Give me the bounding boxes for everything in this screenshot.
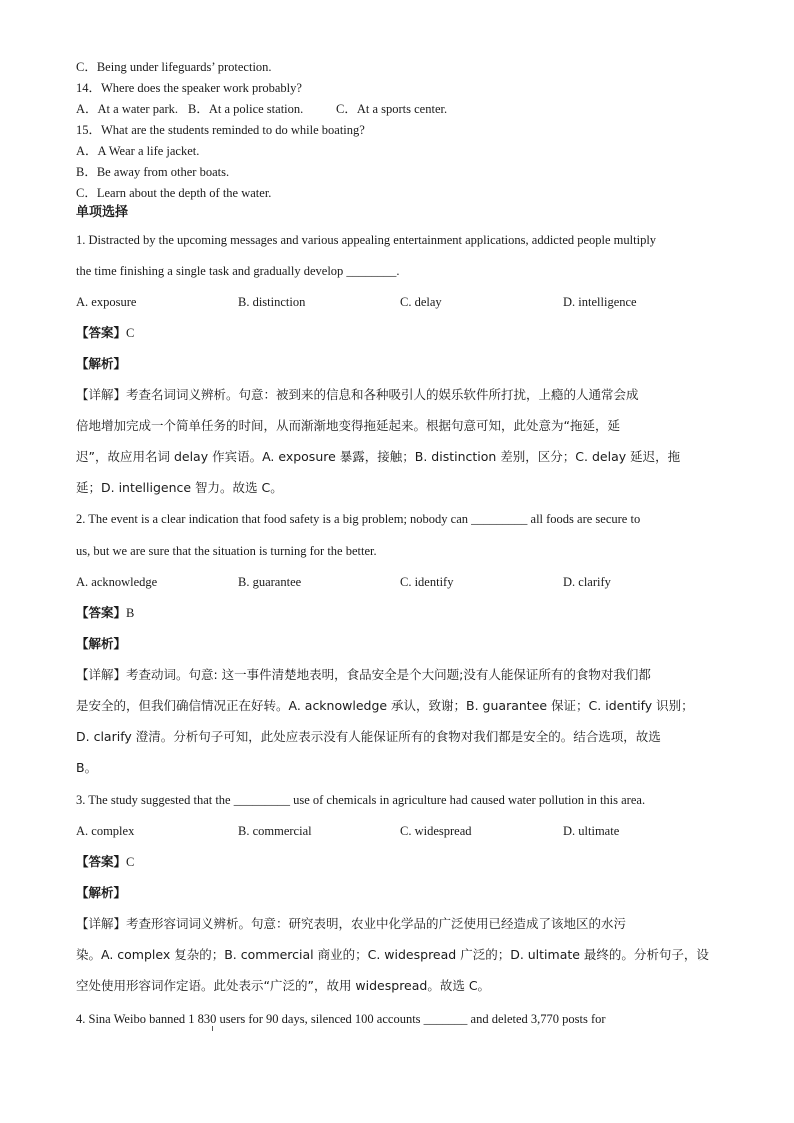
answer-label: 【答案】 xyxy=(76,325,127,340)
question-1-analysis-label: 【解析】 xyxy=(76,356,127,371)
question-3-options xyxy=(76,822,619,840)
option-b: B．At a police station. xyxy=(188,102,304,116)
listening-question-15: 15．What are the students reminded to do while boating? xyxy=(76,123,365,137)
option-a: A. complex xyxy=(76,824,135,838)
question-3-detail-line-3: 空处使用形容词作定语。此处表示“广泛的”，故用 widespread。故选 C。 xyxy=(76,978,491,993)
option-b: B. distinction xyxy=(238,295,306,309)
question-2-detail-line-4: B。 xyxy=(76,760,98,775)
option-c: C. identify xyxy=(400,575,454,589)
listening-option-b: B．Be away from other boats. xyxy=(76,165,230,179)
option-c: C．At a sports center. xyxy=(336,102,448,116)
question-4-stem-line-1: 4. Sina Weibo banned 1 830 users for 90 days, silenced 100 accounts _______ and deleted 3,770 posts for xyxy=(76,1012,606,1026)
question-1-stem-line-2: the time finishing a single task and gradually develop ________. xyxy=(76,264,400,278)
question-1-detail-line-4: 延；D. intelligence 智力。故选 C。 xyxy=(76,480,283,495)
listening-option-c: C．Being under lifeguards’ protection. xyxy=(76,60,272,74)
option-d: D. ultimate xyxy=(563,824,620,838)
option-b: B. guarantee xyxy=(238,575,302,589)
question-2-detail-line-3: D. clarify 澄清。分析句子可知，此处应表示没有人能保证所有的食物对我们都是安全的。结合选项，故选 xyxy=(76,729,661,744)
question-3-analysis-label: 【解析】 xyxy=(76,885,127,900)
question-1-options xyxy=(76,293,637,311)
page-mark xyxy=(212,1026,213,1031)
question-1-detail-line-1: 【详解】考查名词词义辨析。句意：被到来的信息和各种吸引人的娱乐软件所打扰，上瘾的人通常会成 xyxy=(76,387,639,402)
question-2-options xyxy=(76,573,611,591)
question-3-stem-line-1: 3. The study suggested that the _________ use of chemicals in agriculture had caused water pollution in this area. xyxy=(76,793,646,807)
listening-question-14: 14．Where does the speaker work probably? xyxy=(76,81,302,95)
question-3-detail-line-1: 【详解】考查形容词词义辨析。句意：研究表明，农业中化学品的广泛使用已经造成了该地区的水污 xyxy=(76,916,627,931)
answer-value: C xyxy=(126,855,135,869)
question-2-analysis-label: 【解析】 xyxy=(76,636,127,651)
section-title: 单项选择 xyxy=(76,205,129,220)
question-3-detail-line-2: 染。A. complex 复杂的；B. commercial 商业的；C. widespread 广泛的；D. ultimate 最终的。分析句子，设 xyxy=(76,947,709,962)
listening-option-c: C．Learn about the depth of the water. xyxy=(76,186,272,200)
answer-label: 【答案】 xyxy=(76,605,127,620)
listening-option-a: A．A Wear a life jacket. xyxy=(76,144,200,158)
question-1-detail-line-2: 倍地增加完成一个简单任务的时间，从而渐渐地变得拖延起来。根据句意可知，此处意为“拖延，延 xyxy=(76,418,620,433)
answer-value: C xyxy=(126,326,135,340)
option-a: A. exposure xyxy=(76,295,137,309)
question-1-stem-line-1: 1. Distracted by the upcoming messages and various appealing entertainment applications, addicted people multiply xyxy=(76,233,657,247)
answer-value: B xyxy=(126,606,135,620)
question-2-answer xyxy=(76,604,134,622)
question-2-stem-line-2: us, but we are sure that the situation is turning for the better. xyxy=(76,544,377,558)
option-d: D. clarify xyxy=(563,575,611,589)
question-2-detail-line-2: 是安全的，但我们确信情况正在好转。A. acknowledge 承认，致谢；B. guarantee 保证；C. identify 识别； xyxy=(76,698,694,713)
question-1-detail-line-3: 迟”，故应用名词 delay 作宾语。A. exposure 暴露，接触；B. distinction 差别，区分；C. delay 延迟，拖 xyxy=(76,449,681,464)
option-c: C. widespread xyxy=(400,824,472,838)
answer-label: 【答案】 xyxy=(76,854,127,869)
question-2-detail-line-1: 【详解】考查动词。句意: 这一事件清楚地表明，食品安全是个大问题;没有人能保证所有的食物对我们都 xyxy=(76,667,651,682)
listening-options-14 xyxy=(76,100,447,118)
option-b: B. commercial xyxy=(238,824,312,838)
question-3-answer xyxy=(76,853,134,871)
option-a: A. acknowledge xyxy=(76,575,158,589)
option-c: C. delay xyxy=(400,295,442,309)
option-a: A．At a water park. xyxy=(76,102,179,116)
option-d: D. intelligence xyxy=(563,295,637,309)
question-2-stem-line-1: 2. The event is a clear indication that food safety is a big problem; nobody can _________ all foods are secure to xyxy=(76,512,641,526)
question-1-answer xyxy=(76,324,134,342)
